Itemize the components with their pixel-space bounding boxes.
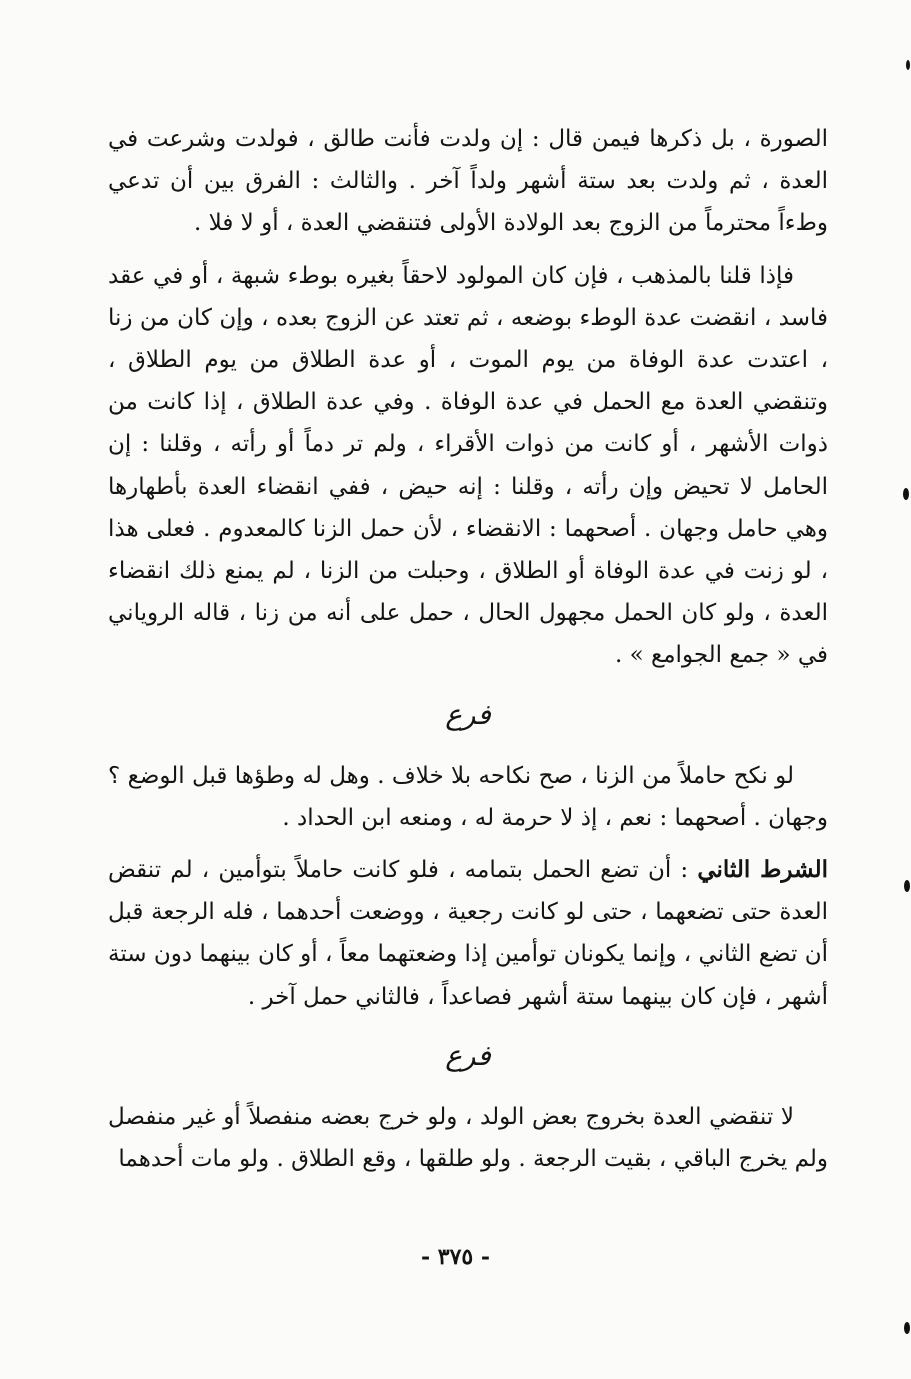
scan-speck <box>906 60 910 70</box>
page-body <box>108 118 828 1180</box>
paragraph-2: فإذا قلنا بالمذهب ، فإن كان المولود لاحقاً بغيره بوطء شبهة ، أو في عقد فاسد ، انقضت عدة الوطء بوضعه ، ثم تعتد عن الزوج بعده ، وإن كان من زنا ، اعتدت عدة الوفاة من يوم الموت ، أو عدة الطلاق من يوم الطلاق ، وتنقضي العدة مع الحمل في عدة الوفاة . وفي عدة الطلاق ، إذا كانت من ذوات الأشهر ، أو كانت من ذوات الأقراء ، ولم تر دماً أو رأته ، وقلنا : إن الحامل لا تحيض وإن رأته ، وقلنا : إنه حيض ، ففي انقضاء العدة بأطهارها وهي حامل وجهان . أصحهما : الانقضاء ، لأن حمل الزنا كالمعدوم . فعلى هذا ، لو زنت في عدة الوفاة أو الطلاق ، وحبلت من الزنا ، لم يمنع ذلك انقضاء العدة ، ولو كان الحمل مجهول الحال ، حمل على أنه من زنا ، قاله الروياني في « جمع الجوامع » . <box>108 262 828 669</box>
paragraph-4-text: : أن تضع الحمل بتمامه ، فلو كانت حاملاً بتوأمين ، لم تنقض العدة حتى تضعهما ، حتى لو كانت رجعية ، ووضعت أحدهما ، فله الرجعة قبل أن تضع الثاني ، وإنما يكونان توأمين إذا وضعتهما معاً ، أو كان بينهما دون ستة أشهر ، فإن كان بينهما ستة أشهر فصاعداً ، فالثاني حمل آخر . <box>108 857 828 1010</box>
scan-speck <box>904 1322 910 1334</box>
paragraph-1: الصورة ، بل ذكرها فيمن قال : إن ولدت فأنت طالق ، فولدت وشرعت في العدة ، ثم ولدت بعد ستة أشهر ولداً آخر . والثالث : الفرق بين أن تدعي وطءاً محترماً من الزوج بعد الولادة الأولى فتنقضي العدة ، أو لا فلا . <box>108 126 828 237</box>
page-number: - ٣٧٥ - <box>420 1244 491 1270</box>
paragraph-5: لا تنقضي العدة بخروج بعض الولد ، ولو خرج بعضه منفصلاً أو غير منفصل ولم يخرج الباقي ، بقيت الرجعة . ولو طلقها ، وقع الطلاق . ولو مات أحدهما <box>108 1103 828 1173</box>
paragraph-3: لو نكح حاملاً من الزنا ، صح نكاحه بلا خلاف . وهل له وطؤها قبل الوضع ؟ وجهان . أصحهما : نعم ، إذ لا حرمة له ، ومنعه ابن الحداد . <box>108 762 828 831</box>
condition-label: الشرط الثاني <box>697 856 829 884</box>
paragraph-4 <box>108 849 828 1018</box>
section-heading-far: فرع <box>445 697 491 731</box>
scan-speck <box>903 488 909 500</box>
section-heading-far-2: فرع <box>445 1038 491 1072</box>
scan-speck <box>904 880 910 892</box>
